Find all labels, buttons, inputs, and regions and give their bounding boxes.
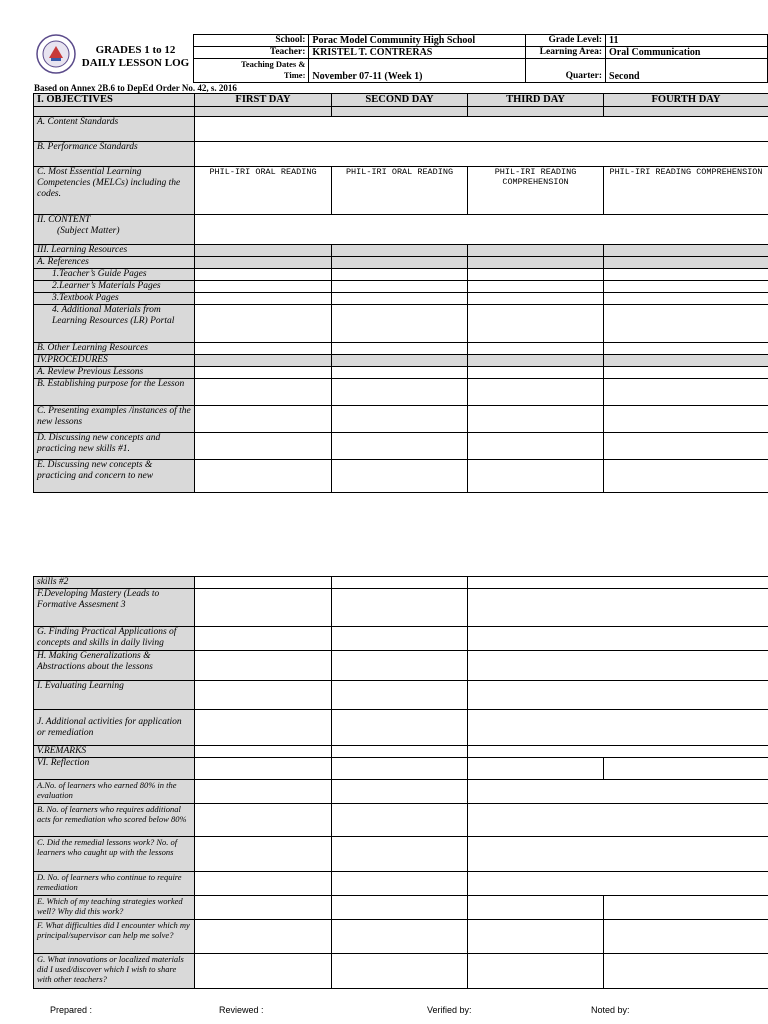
header-info-table (193, 34, 768, 83)
dates-label (194, 59, 309, 83)
mastery-label: F.Developing Mastery (Leads to Formative Assesment 3 (34, 589, 195, 627)
signature-footer (0, 1005, 768, 1019)
reflection-label: VI. Reflection (34, 758, 195, 780)
area-label: Learning Area: (526, 47, 606, 59)
school-value: Porac Model Community High School (309, 35, 526, 47)
practical-label: G. Finding Practical Applications of concepts and skills in daily living (34, 627, 195, 651)
reviewed-label: Reviewed : (219, 1005, 264, 1015)
prepared-label: Prepared : (50, 1005, 93, 1015)
noted-label: Noted by: (591, 1005, 630, 1015)
continue-remediation-label: D. No. of learners who continue to require remediation (34, 872, 195, 896)
remediation-required-label: B. No. of learners who requires additional acts for remediation who scored below 80% (34, 804, 195, 837)
lesson-log-table-part1 (33, 93, 768, 493)
quarter-value: Second (606, 59, 768, 83)
teacher-value: KRISTEL T. CONTRERAS (309, 47, 526, 59)
verified-label: Verified by: (427, 1005, 472, 1015)
deped-seal-logo (36, 34, 76, 74)
strategies-label: E. Which of my teaching strategies worked well? Why did this work? (34, 896, 195, 920)
content-standards-label: A. Content Standards (34, 117, 195, 142)
content-value (195, 215, 768, 245)
melc-day2: PHIL-IRI ORAL READING (332, 167, 468, 215)
objectives-header: I. OBJECTIVES (34, 94, 195, 107)
grade-value: 11 (606, 35, 768, 47)
melc-day3: PHIL-IRI READING COMPREHENSION (468, 167, 604, 215)
discussing1-label: D. Discussing new concepts and practicing new skills #1. (34, 433, 195, 460)
skills2-label: skills #2 (34, 577, 195, 589)
review-label: A. Review Previous Lessons (34, 367, 195, 379)
purpose-label: B. Establishing purpose for the Lesson (34, 379, 195, 406)
area-value: Oral Communication (606, 47, 768, 59)
tg-pages-label: 1.Teacher’s Guide Pages (34, 269, 195, 281)
additional-materials-label: 4. Additional Materials from Learning Resources (LR) Portal (34, 305, 195, 343)
evaluating-label: I. Evaluating Learning (34, 681, 195, 710)
procedures-label: IV.PROCEDURES (34, 355, 195, 367)
day-header-first: FIRST DAY (195, 94, 332, 107)
melcs-label: C. Most Essential Learning Competencies (MELCs) including the codes. (34, 167, 195, 215)
discussing2-label: E. Discussing new concepts & practicing and concern to new (34, 460, 195, 493)
references-label: A. References (34, 257, 195, 269)
page-title (78, 44, 193, 70)
quarter-label: Quarter: (526, 59, 606, 83)
remarks-label: V.REMARKS (34, 746, 195, 758)
school-label: School: (194, 35, 309, 47)
earned80-label: A.No. of learners who earned 80% in the evaluation (34, 780, 195, 804)
melc-day4: PHIL-IRI READING COMPREHENSION (604, 167, 768, 215)
textbook-pages-label: 3.Textbook Pages (34, 293, 195, 305)
day-header-third: THIRD DAY (468, 94, 604, 107)
title-line-1: GRADES 1 to 12 (95, 44, 176, 56)
content-label-sub: (Subject Matter) (57, 226, 120, 236)
lm-pages-label: 2.Learner’s Materials Pages (34, 281, 195, 293)
generalizations-label: H. Making Generalizations & Abstractions about the lessons (34, 651, 195, 681)
dates-value: November 07-11 (Week 1) (309, 59, 526, 83)
melc-day1: PHIL-IRI ORAL READING (195, 167, 332, 215)
grade-label: Grade Level: (526, 35, 606, 47)
remedial-work-label: C. Did the remedial lessons work? No. of learners who caught up with the lessons (34, 837, 195, 872)
innovations-label: G. What innovations or localized materials did I used/discover which I wish to share with other teachers? (34, 954, 195, 989)
additional-activities-label: J. Additional activities for application or remediation (34, 710, 195, 746)
content-label-title: II. CONTENT (37, 215, 91, 225)
difficulties-label: F. What difficulties did I encounter which my principal/supervisor can help me solve? (34, 920, 195, 954)
teacher-label: Teacher: (194, 47, 309, 59)
performance-standards-label: B. Performance Standards (34, 142, 195, 167)
performance-standards-value (195, 142, 768, 167)
content-label (34, 215, 195, 245)
dates-label-line-2: Time: (283, 70, 306, 80)
lesson-log-table-part2 (33, 576, 768, 989)
day-header-second: SECOND DAY (332, 94, 468, 107)
learning-resources-label: III. Learning Resources (34, 245, 195, 257)
dates-label-line-1: Teaching Dates & (241, 59, 306, 69)
title-line-2: DAILY LESSON LOG (81, 57, 190, 69)
day-header-fourth: FOURTH DAY (604, 94, 768, 107)
content-standards-value (195, 117, 768, 142)
presenting-label: C. Presenting examples /instances of the new lessons (34, 406, 195, 433)
other-resources-label: B. Other Learning Resources (34, 343, 195, 355)
annex-note: Based on Annex 2B.6 to DepEd Order No. 42, s. 2016 (34, 83, 237, 93)
